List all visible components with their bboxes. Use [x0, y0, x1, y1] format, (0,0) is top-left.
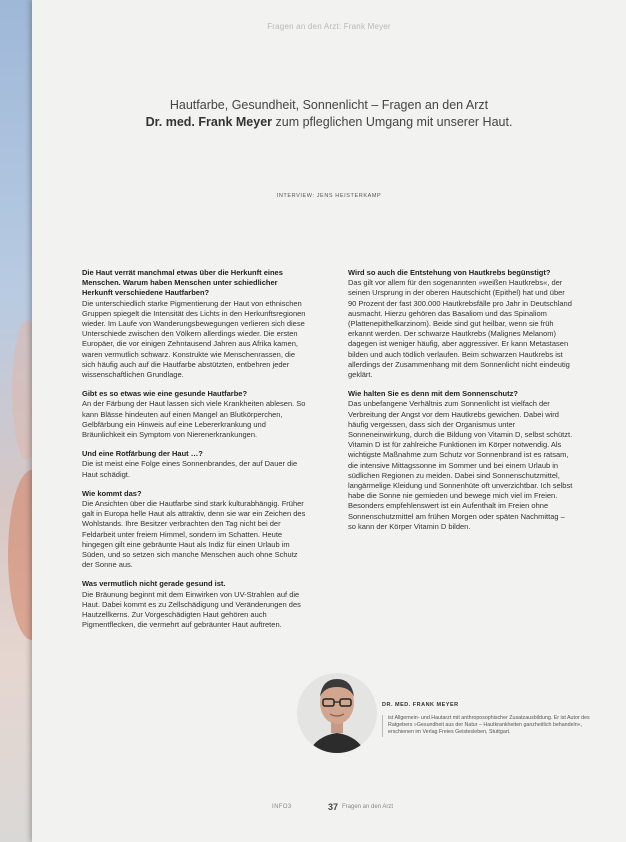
magazine-page [32, 0, 626, 842]
footer-section: Fragen an den Arzt [342, 804, 394, 810]
byline: INTERVIEW: JENS HEISTERKAMP [276, 193, 382, 199]
running-head: Fragen an den Arzt: Frank Meyer [267, 22, 391, 31]
headline [32, 97, 626, 131]
answer: Die Ansichten über die Hautfarbe sind stark kulturabhängig. Früher galt in Europa helle Haut als attraktiv, denn sie war ein Zeichen des Wohlstands. Ihre Besitzer verbrachten den Tag nicht bei der Feldarbeit unter freiem Himmel, sondern im Schatten. Heute hingegen gilt eine gebräunte Haut als Indiz für einen Urlaub im Süden, und so setzen sich manche Menschen auch ohne Schutz der Sonne aus. [82, 499, 306, 570]
answer: Das gilt vor allem für den sogenannten »weißen Hautkrebs«, der seinen Ursprung in der oberen Hautschicht (Epithel) hat und über 90 Prozent der fast 300.000 Hautkrebsfälle pro Jahr in Deutschland ausmacht. Hierzu gehören das Basaliom und das Spinaliom (Plattenepithelkarzinom). Beide sind gut heilbar, wenn sie früh erkannt werden. Der schwarze Hautkrebs (Malignes Melanom) dagegen ist weniger häufig, aber aggressiver. Er kann Metastasen bilden und auch tödlich verlaufen. Beim schwarzen Hautkrebs ist allerdings der Zusammenhang mit dem Sonnenlicht nicht eindeutig geklärt. [348, 278, 572, 380]
left-page-edge [0, 0, 36, 842]
left-column [82, 268, 307, 640]
page-number: 37 [328, 802, 339, 812]
answer: Die ist meist eine Folge eines Sonnenbrandes, der auf Dauer die Haut schädigt. [82, 459, 298, 479]
headline-name: Dr. med. Frank Meyer [145, 115, 273, 129]
question: Wie kommt das? [82, 488, 142, 498]
bio-text: ist Allgemein- und Hautarzt mit anthroposophischer Zusatzausbildung. Er ist Autor des Ratgebers »Gesundheit aus der Natur – Hautkrankheiten ganzheitlich behandeln«, erschienen im Verlag Freies Geistesleben, Stuttgart. [382, 715, 594, 737]
question: Wird so auch die Entstehung von Hautkrebs begünstigt? [348, 268, 551, 277]
answer: Die Bräunung beginnt mit dem Einwirken von UV-Strahlen auf die Haut. Dabei kommt es zu Zellschädigung und Veränderungen des Hautzellkerns. Zur Vorgeschädigten Haut gehören auch Pigmentflecken, die vermehrt auf gebräunter Haut auftreten. [82, 589, 301, 630]
headline-line1: Hautfarbe, Gesundheit, Sonnenlicht – Fragen an den Arzt [169, 98, 489, 112]
question: Und eine Rotfärbung der Haut …? [82, 449, 203, 459]
question: Wie halten Sie es denn mit dem Sonnenschutz? [348, 389, 518, 399]
answer: Die unterschiedlich starke Pigmentierung der Haut von ethnischen Gruppen spiegelt die Intensität des Lichts in den Herkunftsregionen wieder. Im Laufe von Wanderungsbewegungen verlieren sich diese Unterschiede zwischen den Völkern allerdings wieder. Die ersten Europäer, die vor einigen Zehntausend Jahren aus Afrika kamen, waren vermutlich schwarz. Konstrukte wie Menschenrassen, die sich häufig auch auf die Hautfarbe abstützten, entbehren jeder wissenschaftlichen Grundlage. [82, 298, 306, 380]
headline-line2: zum pfleglichen Umgang mit unserer Haut. [272, 115, 513, 129]
question: Was vermutlich nicht gerade gesund ist. [82, 579, 226, 589]
question: Gibt es so etwas wie eine gesunde Hautfarbe? [82, 389, 248, 399]
bio-name: DR. MED. FRANK MEYER [382, 702, 459, 708]
right-column [348, 268, 573, 541]
answer: An der Färbung der Haut lassen sich viele Krankheiten ablesen. So kann Blässe hindeuten auf einen Mangel an Blutkörperchen, Gelbfärbung ein Hinweis auf eine Lebererkrankung und Bräunlichkeit ein Symptom von Nierenerkrankungen. [82, 399, 306, 440]
footer-publication: INFO3 [272, 804, 292, 810]
author-bio [382, 702, 594, 737]
question: Die Haut verrät manchmal etwas über die Herkunft eines Menschen. Warum haben Menschen unter schiedlicher Herkunft verschiedene Hautfarben? [82, 268, 283, 298]
answer: Das unbefangene Verhältnis zum Sonnenlicht ist vielfach der Verbreitung der Angst vor dem Hautkrebs gewichen. Dabei wird häufig vergessen, dass sich der Organismus unter Sonneneinwirkung, durch die Bildung von Vitamin D, selbst schützt. Vitamin D ist für zahlreiche Funktionen im Körper notwendig. Als wichtigste Maßnahme zum Schutz vor Sonnenbrand ist es ratsam, die intensive Mittagssonne im Sommer und bei einem Urlaub in südlichen Regionen zu meiden. Dabei sind Sonnenschutzmittel, langärmelige Kleidung und Sonnenhüte oft unverzichtbar. Ich selbst habe die Sonne nie gemieden und bewege mich viel im Freien. Besonders empfehlenswert ist ein Aufenthalt im Freien ohne Sonnenschutzmittel am frühen Morgen oder späten Nachmittag – so kann der Körper Vitamin D bilden. [348, 399, 573, 531]
portrait-photo [294, 657, 380, 769]
